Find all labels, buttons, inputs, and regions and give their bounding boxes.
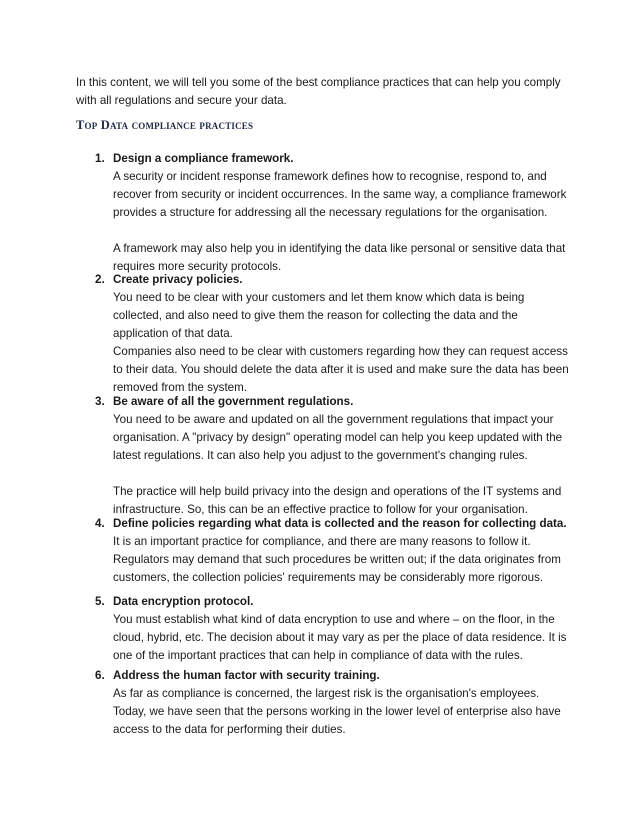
item-paragraph: You need to be aware and updated on all the government regulations that impact your organisation. A "privacy by design" operating model can help you keep updated with the latest regulations. It can also help you adjust to the government's changing rules.: [113, 413, 563, 462]
item-paragraph: A framework may also help you in identifying the data like personal or sensitive data that requires more security protocols.: [113, 242, 566, 273]
item-title: Address the human factor with security training.: [113, 669, 380, 682]
item-paragraph: You must establish what kind of data encryption to use and where – on the floor, in the cloud, hybrid, etc. The decision about it may vary as per the place of data residence. It is one of the important practices that can help in compliance of data with the rules.: [113, 613, 567, 662]
item-number: 6.: [95, 669, 105, 682]
item-paragraph: You need to be clear with your customers and let them know which data is being collected, and also need to give them the reason for collecting the data and the application of that data.: [113, 291, 525, 340]
item-number: 2.: [95, 273, 105, 286]
item-paragraph: A security or incident response framework defines how to recognise, respond to, and recover from security or incident occurrences. In the same way, a compliance framework provides a structure for addressing all the necessary regulations for the organisation.: [113, 170, 567, 219]
item-title: Data encryption protocol.: [113, 595, 254, 608]
intro-paragraph: In this content, we will tell you some of the best compliance practices that can help you comply with all regulations and secure your data.: [76, 76, 561, 107]
item-paragraph: It is an important practice for compliance, and there are many reasons to follow it. Regulators may demand that such procedures be written out; if the data originates from customers, the collection policies' requirements may be considerably more rigorous.: [113, 535, 561, 584]
item-paragraph: As far as compliance is concerned, the largest risk is the organisation's employees. Today, we have seen that the persons working in the lower level of enterprise also have access to the data for performing their duties.: [113, 687, 561, 736]
item-number: 4.: [95, 517, 105, 530]
item-title: Create privacy policies.: [113, 273, 243, 286]
section-heading: Top Data compliance practices: [76, 118, 254, 132]
item-paragraph: Companies also need to be clear with customers regarding how they can request access to their data. You should delete the data after it is used and make sure the data has been removed from the system.: [113, 345, 569, 394]
item-title: Define policies regarding what data is collected and the reason for collecting data.: [113, 517, 567, 530]
item-title: Design a compliance framework.: [113, 152, 294, 165]
item-paragraph: The practice will help build privacy into the design and operations of the IT systems and infrastructure. So, this can be an effective practice to follow for your organisation.: [113, 485, 562, 516]
item-number: 1.: [95, 152, 105, 165]
item-title: Be aware of all the government regulations.: [113, 395, 354, 408]
item-number: 3.: [95, 395, 105, 408]
item-number: 5.: [95, 595, 105, 608]
